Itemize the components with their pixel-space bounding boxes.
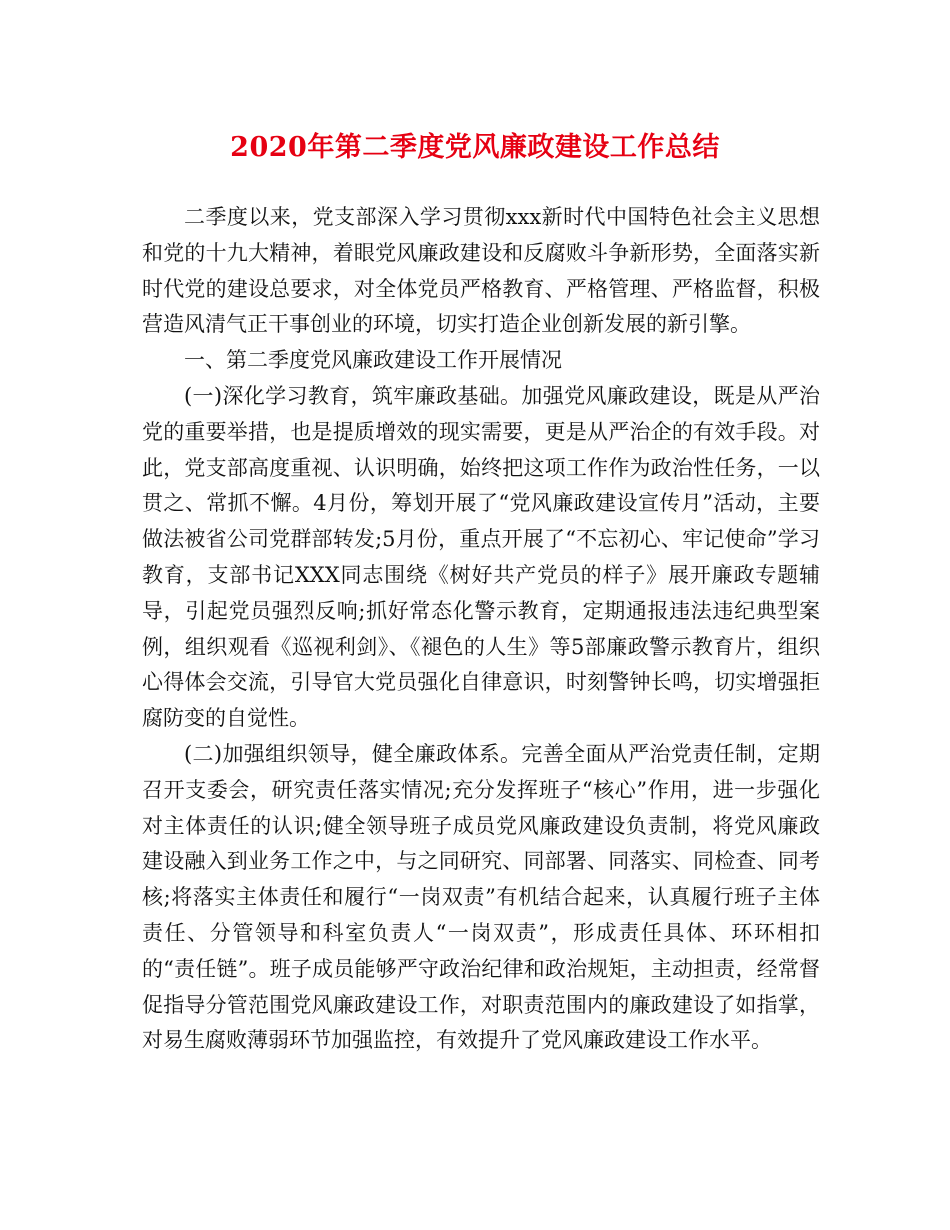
section-heading: 一、第二季度党风廉政建设工作开展情况 xyxy=(184,348,562,373)
paragraph-organization-leadership: (二)加强组织领导，健全廉政体系。完善全面从严治党责任制，定期召开支委会，研究责任落实情况;充分发挥班子“核心”作用，进一步强化对主体责任的认识;健全领导班子成员党风廉政建设负责制，将党风廉政建设融入到业务工作之中，与之同研究、同部署、同落实、同检查、同考核;将落实主体责任和履行“一岗双责”有机结合起来，认真履行班子主体责任、分管领导和科室负责人“一岗双责”，形成责任具体、环环相扣的“责任链”。班子成员能够严守政治纪律和政治规矩，主动担责，经常督促指导分管范围党风廉政建设工作，对职责范围内的廉政建设了如指掌，对易生腐败薄弱环节加强监控，有效提升了党风廉政建设工作水平。 xyxy=(142,741,820,1053)
intro-paragraph: 二季度以来，党支部深入学习贯彻xxx新时代中国特色社会主义思想和党的十九大精神，着眼党风廉政建设和反腐败斗争新形势，全面落实新时代党的建设总要求，对全体党员严格教育、严格管理、严格监督，积极营造风清气正干事创业的环境，切实打造企业创新发展的新引擎。 xyxy=(142,205,820,337)
document-body xyxy=(142,200,820,1059)
document-title: 2020年第二季度党风廉政建设工作总结 xyxy=(230,132,720,163)
paragraph-study-education: (一)深化学习教育，筑牢廉政基础。加强党风廉政建设，既是从严治党的重要举措，也是提质增效的现实需要，更是从严治企的有效手段。对此，党支部高度重视、认识明确，始终把这项工作作为政治性任务，一以贯之、常抓不懈。4月份，筹划开展了“党风廉政建设宣传月”活动，主要做法被省公司党群部转发;5月份，重点开展了“不忘初心、牢记使命”学习教育，支部书记XXX同志围绕《树好共产党员的样子》展开廉政专题辅导，引起党员强烈反响;抓好常态化警示教育，定期通报违法违纪典型案例，组织观看《巡视利剑》、《褪色的人生》等5部廉政警示教育片，组织心得体会交流，引导官大党员强化自律意识，时刻警钟长鸣，切实增强拒腐防变的自觉性。 xyxy=(142,383,820,731)
